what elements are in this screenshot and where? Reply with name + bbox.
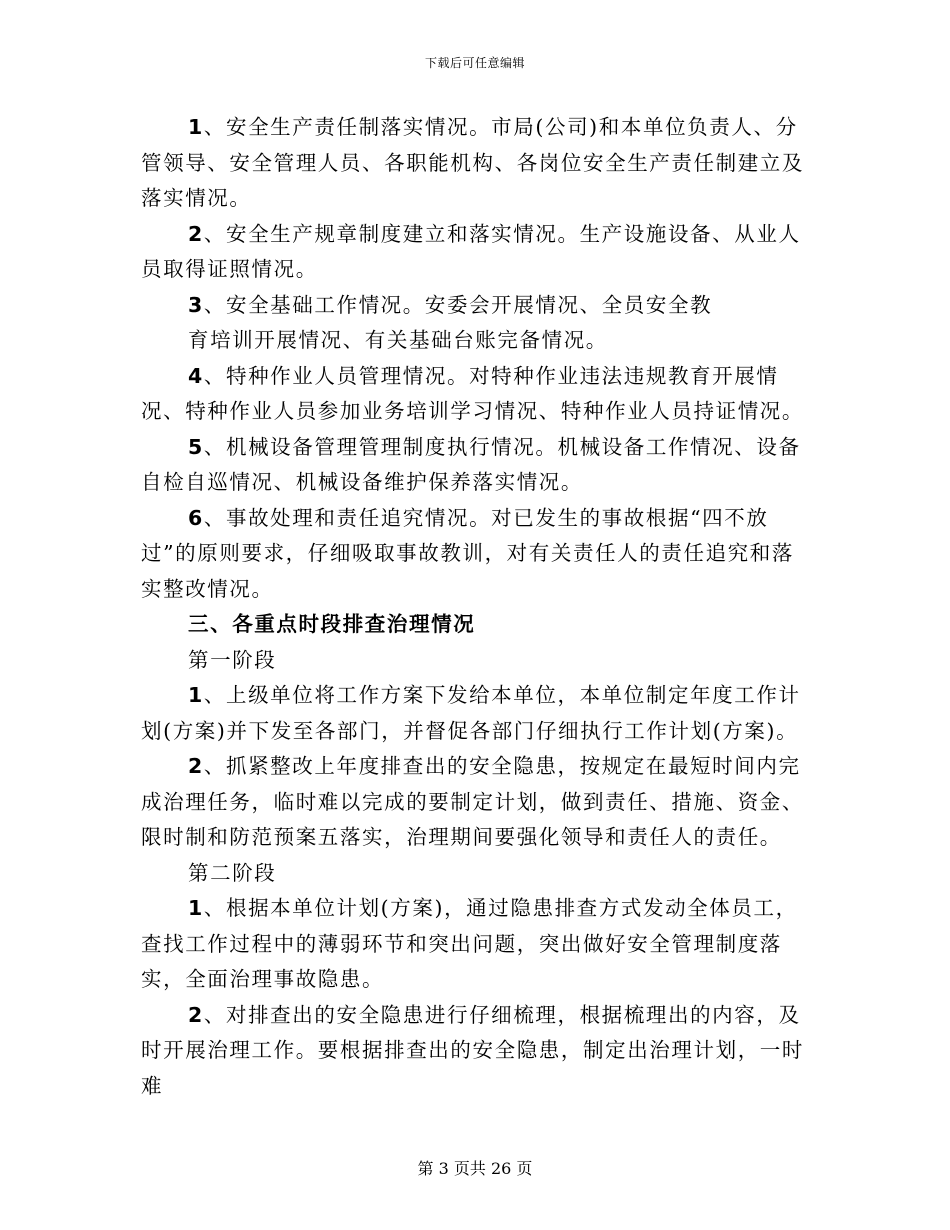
paragraph-3: [141, 288, 813, 324]
paragraph-text: 、上级单位将工作方案下发给本单位，本单位制定年度工作计划(方案)并下发至各部门，并督促各部门仔细执行工作计划(方案)。: [141, 683, 801, 743]
paragraph-3-continuation: [141, 323, 813, 359]
item-number: 1: [188, 115, 204, 139]
paragraph-text: 、安全基础工作情况。安委会开展情况、全员安全教: [203, 292, 713, 317]
paragraph-text: 、安全生产规章制度建立和落实情况。生产设施设备、从业人员取得证照情况。: [141, 221, 801, 281]
paragraph-4: [141, 359, 813, 430]
page-footer: 第 3 页共 26 页: [417, 1159, 533, 1178]
item-number: 2: [188, 221, 204, 246]
item-number: 2: [188, 1002, 204, 1027]
stage-heading-2: 第二阶段: [188, 860, 277, 885]
item-number: 6: [188, 505, 204, 530]
item-number: 1: [188, 896, 204, 920]
stage2-item-1: [141, 891, 813, 998]
document-body: [141, 110, 813, 1104]
paragraph-text: 、事故处理和责任追究情况。对已发生的事故根据“四不放过”的原则要求，仔细吸取事故教训，对有关责任人的责任追究和落实整改情况。: [141, 505, 794, 601]
stage1-item-1: [141, 678, 813, 749]
section-heading: 三、各重点时段排查治理情况: [188, 612, 476, 636]
paragraph-text: 、根据本单位计划(方案)，通过隐患排查方式发动全体员工，查找工作过程中的薄弱环节和突出问题，突出做好安全管理制度落实，全面治理事故隐患。: [141, 896, 798, 991]
paragraph-text: 、抓紧整改上年度排查出的安全隐患，按规定在最短时间内完成治理任务，临时难以完成的要制定计划，做到责任、措施、资金、限时制和防范预案五落实，治理期间要强化领导和责任人的责任。: [141, 754, 804, 849]
item-number: 4: [188, 363, 204, 388]
paragraph-1: [141, 110, 813, 217]
item-number: 5: [188, 434, 204, 459]
paragraph-text: 、安全生产责任制落实情况。市局(公司)和本单位负责人、分管领导、安全管理人员、各职能机构、各岗位安全生产责任制建立及落实情况。: [141, 115, 804, 210]
paragraph-5: [141, 430, 813, 501]
stage2-item-2: [141, 998, 813, 1105]
stage-heading-1: 第一阶段: [188, 647, 277, 672]
paragraph-text: 育培训开展情况、有关基础台账完备情况。: [188, 328, 608, 352]
paragraph-text: 、机械设备管理管理制度执行情况。机械设备工作情况、设备自检自巡情况、机械设备维护保养落实情况。: [141, 434, 801, 494]
item-number: 3: [188, 292, 204, 317]
paragraph-text: 、对排查出的安全隐患进行仔细梳理，根据梳理出的内容，及时开展治理工作。要根据排查出的安全隐患，制定出治理计划，一时难: [141, 1002, 804, 1098]
stage1-item-2: [141, 749, 813, 856]
paragraph-text: 、特种作业人员管理情况。对特种作业违法违规教育开展情况、特种作业人员参加业务培训学习情况、特种作业人员持证情况。: [141, 363, 804, 423]
paragraph-2: [141, 217, 813, 288]
paragraph-6: [141, 501, 813, 608]
page-header: 下载后可任意编辑: [424, 56, 525, 70]
item-number: 1: [188, 683, 204, 707]
item-number: 2: [188, 754, 204, 778]
